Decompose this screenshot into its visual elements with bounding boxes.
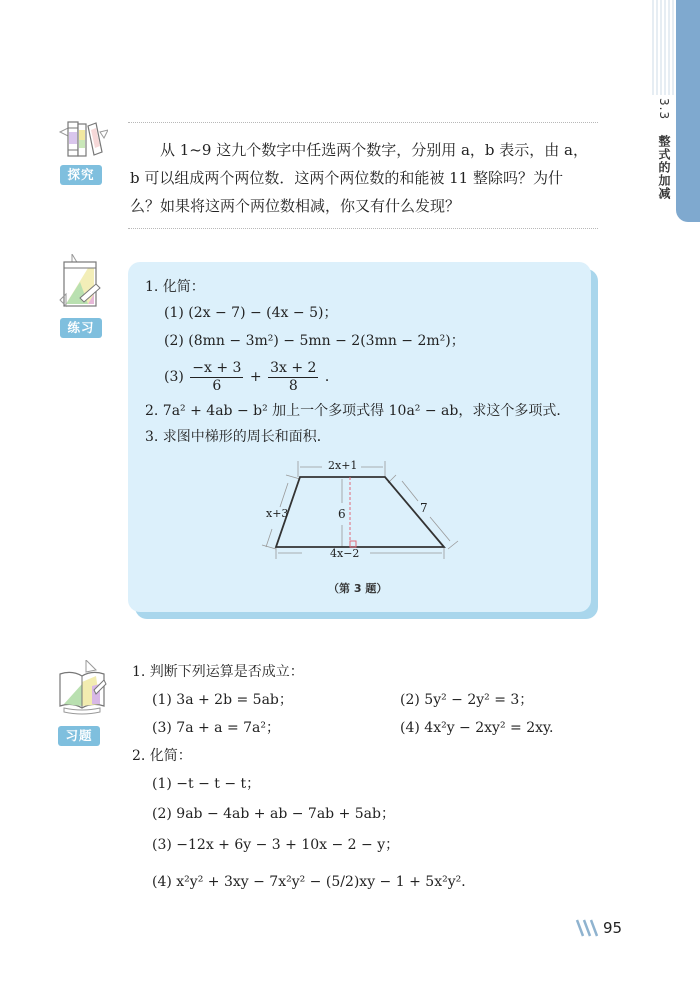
- explore-line-1: 从 1~9 这九个数字中任选两个数字，分别用 a，b 表示，由 a，: [160, 141, 588, 159]
- fraction-2: $\frac{3x + 2}{8}$: [270, 359, 317, 394]
- exercises-q2-item-2: (2) 9ab − 4ab + ab − 7ab + 5ab；: [152, 806, 395, 822]
- plus-sign: +: [249, 369, 262, 385]
- practice-q1-item-1: (1) (2x − 7) − (4x − 5)；: [164, 305, 338, 321]
- exercises-q1-item-4: (4) 4x²y − 2xy² = 2xy.: [400, 720, 554, 736]
- figure-caption: （第 3 题）: [328, 582, 388, 595]
- page-number: 95: [603, 919, 623, 937]
- chapter-title: 整式的加减: [657, 134, 671, 200]
- top-base-label: 2x+1: [328, 459, 358, 472]
- edge-stripes-decoration: [650, 0, 676, 95]
- height-label: 6: [338, 507, 346, 521]
- practice-q1-item-3: (3) $\frac{-x + 3}{6}$ + $\frac{3x + 2}{8}$ ．: [164, 359, 339, 394]
- explore-top-divider: [128, 122, 598, 123]
- practice-q2: 2. 7a² + 4ab − b² 加上一个多项式得 10a² − ab，求这个多项式．: [145, 403, 571, 419]
- open-book-icon: [56, 660, 108, 720]
- trapezoid-figure: [258, 455, 468, 570]
- exercises-q1-item-3: (3) 7a + a = 7a²；: [152, 720, 281, 736]
- explore-bottom-divider: [128, 228, 598, 229]
- exercises-q1-label: 1. 判断下列运算是否成立：: [132, 664, 304, 680]
- books-icon: [58, 118, 108, 160]
- practice-q3: 3. 求图中梯形的周长和面积．: [145, 429, 331, 445]
- exercises-q2-item-3: (3) −12x + 6y − 3 + 10x − 2 − y；: [152, 837, 400, 853]
- exercises-q2-label: 2. 化简：: [132, 748, 192, 764]
- exercises-badge: 习题: [58, 726, 100, 746]
- explore-badge: 探究: [60, 165, 102, 185]
- exercises-q1-item-2: (2) 5y² − 2y² = 3；: [400, 692, 534, 708]
- chapter-number: 3.3: [657, 98, 671, 121]
- exercises-q2-item-4: (4) x²y² + 3xy − 7x²y² − (5/2)xy − 1 + 5x²y²．: [152, 874, 476, 890]
- chapter-edge-tab: [676, 0, 700, 222]
- fraction-1: $\frac{-x + 3}{6}$: [192, 359, 242, 394]
- item3-prefix: (3): [164, 369, 184, 385]
- exercises-q1-item-1: (1) 3a + 2b = 5ab；: [152, 692, 293, 708]
- chapter-label: [651, 98, 673, 200]
- explore-line-2: b 可以组成两个两位数．这两个两位数的和能被 11 整除吗？为什: [130, 169, 563, 187]
- page-slashes-decoration: [575, 919, 601, 937]
- practice-q1-item-2: (2) (8mn − 3m²) − 5mn − 2(3mn − 2m²)；: [164, 333, 465, 349]
- practice-badge: 练习: [60, 318, 102, 338]
- exercises-q2-item-1: (1) −t − t − t；: [152, 776, 261, 792]
- right-side-label: 7: [420, 501, 428, 515]
- left-side-label: x+3: [266, 507, 289, 520]
- bottom-base-label: 4x−2: [330, 547, 360, 560]
- explore-line-3: 么？如果将这两个两位数相减，你又有什么发现？: [130, 197, 461, 215]
- notebook-pencil-icon: [58, 254, 104, 314]
- explore-text: [130, 136, 600, 220]
- practice-q1-label: 1. 化简：: [145, 279, 205, 295]
